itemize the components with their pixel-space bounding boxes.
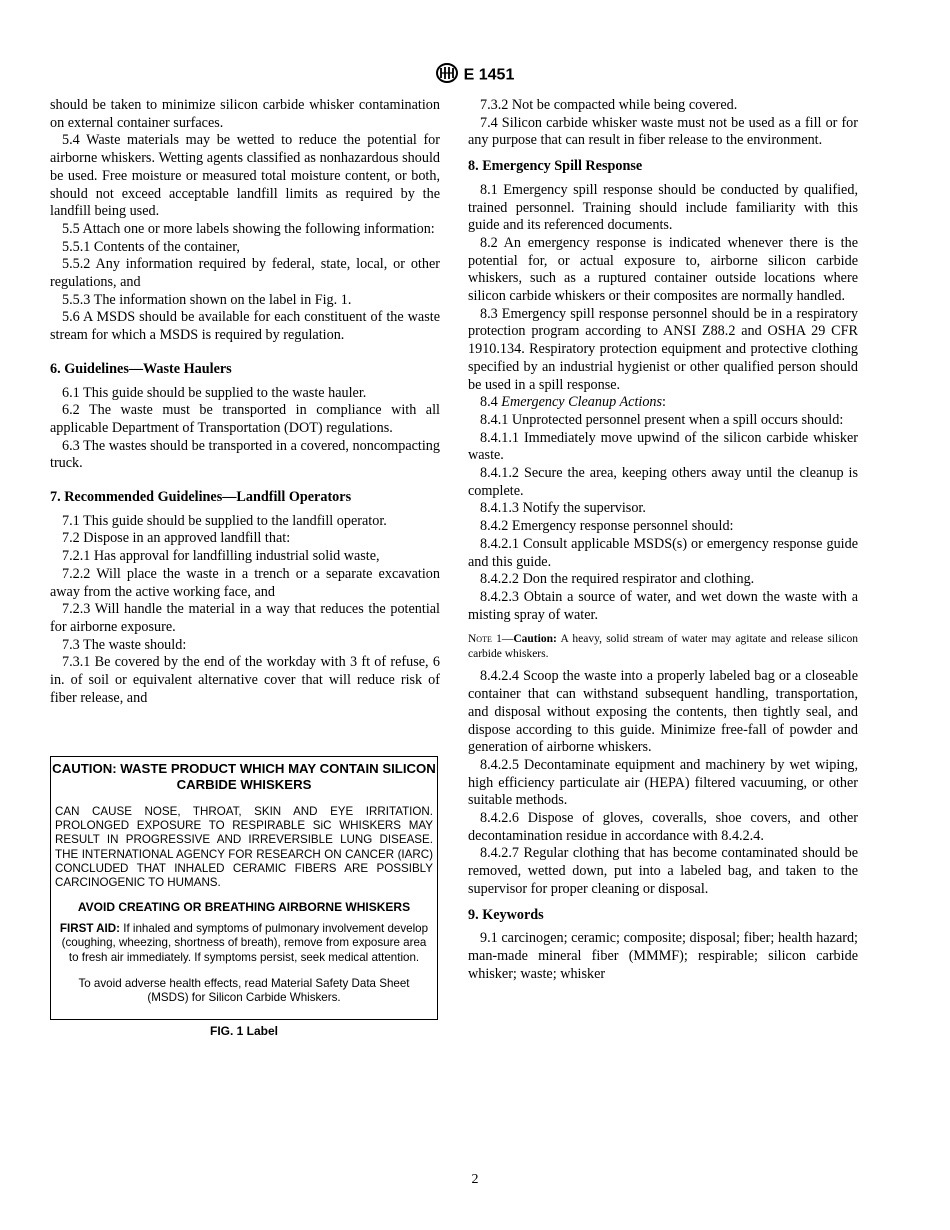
first-aid-label: FIRST AID:	[59, 922, 121, 936]
paragraph: 8.4.1.3 Notify the supervisor.	[480, 500, 646, 517]
page-number: 2	[471, 1172, 479, 1187]
section-heading: 8. Emergency Spill Response	[468, 158, 643, 175]
paragraph: 7.1 This guide should be supplied to the landfill operator.	[62, 512, 387, 529]
paragraph: 7.3 The waste should:	[62, 636, 187, 653]
clause-title: Emergency Cleanup Actions	[501, 394, 663, 411]
paragraph: 5.4 Waste materials may be wetted to reduce the potential for airborne whiskers. Wetting agents classified as nonhazardous should be used. Free moisture or measured total moisture content, or both, should not exceed acceptable landfill limits as required by the landfill being used.	[50, 132, 440, 220]
label-msds-text: To avoid adverse health effects, read Material Safety Data Sheet (MSDS) for Silicon Carbide Whiskers.	[78, 976, 410, 1005]
paragraph: 8.4 Emergency Cleanup Actions:	[480, 394, 666, 411]
first-aid-text: If inhaled and symptoms of pulmonary involvement develop (coughing, wheezing, shortness of breath), remove from exposure area to fresh air immediately. If symptoms persist, seek medical attention.	[61, 922, 429, 964]
clause-number: 8.4	[480, 394, 498, 411]
paragraph: 8.4.2.4 Scoop the waste into a properly labeled bag or a closeable container that can withstand subsequent handling, transportation, and disposal without exposing the contents, then tightly seal, and dispose according to this guide. Minimize free-fall of powder and generation of airborne whiskers.	[468, 668, 858, 756]
paragraph: 8.1 Emergency spill response should be conducted by qualified, trained personnel. Training should include familiarity with this guide and its referenced documents.	[468, 181, 858, 234]
astm-logo-icon	[436, 63, 458, 88]
paragraph: 7.2.2 Will place the waste in a trench or a separate excavation away from the active working face, and	[50, 565, 440, 600]
figure-caption: FIG. 1 Label	[209, 1024, 278, 1038]
page-header	[0, 63, 950, 88]
paragraph: 8.4.2 Emergency response personnel should:	[480, 518, 734, 535]
paragraph: 6.2 The waste must be transported in compliance with all applicable Department of Transportation (DOT) regulations.	[50, 402, 440, 436]
section-heading: 6. Guidelines—Waste Haulers	[50, 360, 232, 377]
standard-designation: E 1451	[463, 66, 515, 84]
paragraph: 8.4.2.5 Decontaminate equipment and machinery by wet wiping, high efficiency particulate air (HEPA) filtered vacuuming, or other suitable methods.	[468, 756, 858, 809]
note-text: A heavy, solid stream of water may agitate and release silicon carbide whiskers.	[468, 633, 858, 661]
label-warning-text: CAN CAUSE NOSE, THROAT, SKIN AND EYE IRRITATION. PROLONGED EXPOSURE TO RESPIRABLE SiC WHISKERS MAY RESULT IN PROGRESSIVE AND IRREVERSIBLE LUNG DISEASE. THE INTERNATIONAL AGENCY FOR RESEARCH ON CANCER (IARC) CONCLUDED THAT INHALED CERAMIC FIBERS ARE POSSIBLY CARCINOGENIC TO HUMANS.	[55, 805, 433, 890]
section-heading: 9. Keywords	[468, 906, 544, 923]
note-caution: Caution:	[513, 633, 557, 646]
paragraph: 7.4 Silicon carbide whisker waste must not be used as a fill or for any purpose that can result in fiber release to the environment.	[468, 114, 858, 149]
paragraph: 8.4.2.1 Consult applicable MSDS(s) or emergency response guide and this guide.	[468, 535, 858, 570]
left-column	[50, 97, 440, 708]
paragraph: 5.5.1 Contents of the container,	[62, 238, 240, 255]
paragraph: should be taken to minimize silicon carbide whisker contamination on external container surfaces.	[50, 97, 440, 131]
paragraph: 8.4.1 Unprotected personnel present when a spill occurs should:	[480, 411, 844, 428]
paragraph: 6.3 The wastes should be transported in a covered, noncompacting truck.	[50, 437, 440, 472]
paragraph: 8.4.1.2 Secure the area, keeping others away until the cleanup is complete.	[468, 465, 858, 499]
figure-label	[50, 756, 438, 1020]
paragraph: 7.3.1 Be covered by the end of the workday with 3 ft of refuse, 6 in. of soil or equivalent alternative cover that will reduce risk of fiber release, and	[50, 654, 440, 706]
paragraph: 8.4.1.1 Immediately move upwind of the silicon carbide whisker waste.	[468, 429, 858, 464]
label-title: CAUTION: WASTE PRODUCT WHICH MAY CONTAIN SILICON CARBIDE WHISKERS	[52, 761, 436, 792]
paragraph: 8.4.2.6 Dispose of gloves, coveralls, shoe covers, and other decontamination residue in accordance with 8.4.2.4.	[468, 810, 858, 844]
paragraph: 8.4.2.2 Don the required respirator and clothing.	[480, 571, 755, 588]
label-avoid-text: AVOID CREATING OR BREATHING AIRBORNE WHISKERS	[77, 900, 411, 915]
paragraph: 6.1 This guide should be supplied to the waste hauler.	[62, 384, 367, 401]
paragraph: 7.2 Dispose in an approved landfill that:	[62, 530, 291, 547]
paragraph: 5.5.3 The information shown on the label in Fig. 1.	[62, 291, 352, 308]
label-first-aid	[59, 922, 429, 965]
paragraph: 8.3 Emergency spill response personnel should be in a respiratory protection program according to ANSI Z88.2 and OSHA 29 CFR 1910.134. Respiratory protection equipment and protective clothing specified by an industrial hygienist or other qualified person should be used in a spill response.	[468, 305, 858, 393]
paragraph: 5.5.2 Any information required by federal, state, local, or other regulations, and	[50, 256, 440, 291]
section-heading: 7. Recommended Guidelines—Landfill Operators	[50, 489, 352, 506]
paragraph: 7.2.3 Will handle the material in a way that reduces the potential for airborne exposure.	[50, 601, 440, 635]
right-column	[468, 97, 858, 983]
paragraph: 8.4.2.7 Regular clothing that has become contaminated should be removed, wetted down, put into a labeled bag, and taken to the supervisor for proper cleaning or disposal.	[468, 845, 858, 897]
paragraph: 7.2.1 Has approval for landfilling industrial solid waste,	[62, 548, 380, 565]
paragraph: 8.2 An emergency response is indicated whenever there is the potential for, or actual exposure to, airborne silicon carbide whiskers, such as a ruptured container outside locations where silicon carbide whiskers or their composites are normally handled.	[468, 234, 858, 305]
paragraph: 5.5 Attach one or more labels showing the following information:	[62, 220, 435, 237]
paragraph: 5.6 A MSDS should be available for each constituent of the waste stream for which a MSDS is required by regulation.	[50, 309, 440, 344]
paragraph: 8.4.2.3 Obtain a source of water, and wet down the waste with a misting spray of water.	[468, 588, 858, 623]
paragraph: 9.1 carcinogen; ceramic; composite; disposal; fiber; health hazard; man-made mineral fiber (MMMF); respirable; silicon carbide whisker; waste; whisker	[468, 930, 858, 982]
paragraph: 7.3.2 Not be compacted while being covered.	[480, 97, 738, 113]
note-label: Note 1	[468, 633, 502, 646]
note: Note 1—Caution: A heavy, solid stream of water may agitate and release silicon carbide whiskers.	[468, 633, 858, 661]
